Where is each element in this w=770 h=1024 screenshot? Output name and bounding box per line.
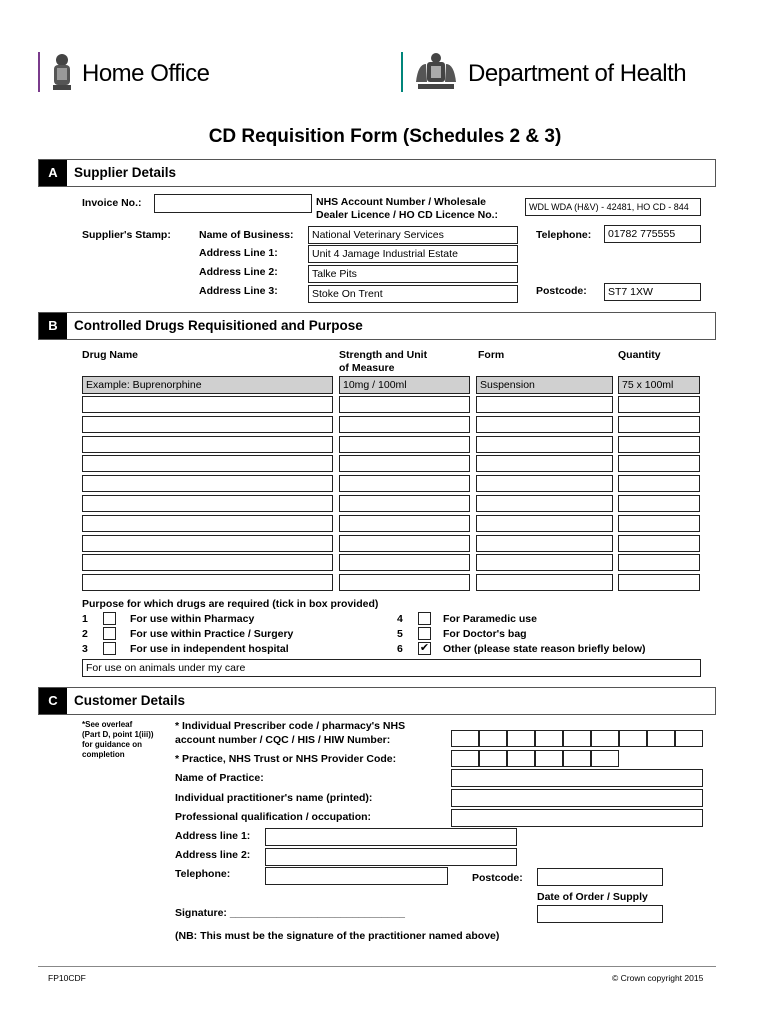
example-quantity-cell: 75 x 100ml [618, 376, 700, 394]
purpose-4-checkbox[interactable] [418, 612, 431, 625]
nhs-account-field[interactable]: WDL WDA (H&V) - 42481, HO CD - 844 [525, 198, 701, 216]
purpose-4-num: 4 [397, 613, 403, 625]
nhs-account-label-1: NHS Account Number / Wholesale [316, 196, 486, 208]
customer-telephone-label: Telephone: [175, 868, 231, 880]
purpose-5-checkbox[interactable] [418, 627, 431, 640]
practice-name-field[interactable] [451, 769, 703, 787]
purpose-2-checkbox[interactable] [103, 627, 116, 640]
section-b-title: Controlled Drugs Requisitioned and Purpose [74, 318, 363, 333]
supplier-address2-label: Address Line 2: [199, 266, 278, 278]
strength-cell[interactable] [339, 396, 470, 413]
prescriber-code-cell[interactable] [479, 730, 507, 747]
col-quantity: Quantity [618, 349, 661, 361]
col-drug-name: Drug Name [82, 349, 139, 361]
purpose-2-num: 2 [82, 628, 88, 640]
strength-cell[interactable] [339, 515, 470, 532]
form-cell[interactable] [476, 475, 613, 492]
home-office-accent-bar [38, 52, 40, 92]
customer-address2-label: Address line 2: [175, 849, 251, 861]
purpose-6-num: 6 [397, 643, 403, 655]
quantity-cell[interactable] [618, 515, 700, 532]
prescriber-code-cell[interactable] [535, 730, 563, 747]
supplier-address3-field[interactable]: Stoke On Trent [308, 285, 518, 303]
drug-cell[interactable] [82, 396, 333, 413]
section-a-title: Supplier Details [74, 165, 177, 180]
form-title: CD Requisition Form (Schedules 2 & 3) [208, 126, 562, 147]
section-c-header [38, 687, 716, 715]
prescriber-code-cell[interactable] [507, 730, 535, 747]
customer-postcode-label: Postcode: [472, 872, 523, 884]
form-cell[interactable] [476, 554, 613, 571]
prescriber-code-cell[interactable] [563, 730, 591, 747]
prescriber-code-cell[interactable] [675, 730, 703, 747]
purpose-3-num: 3 [82, 643, 88, 655]
quantity-cell[interactable] [618, 535, 700, 552]
col-strength-2: of Measure [339, 362, 395, 374]
supplier-address1-field[interactable]: Unit 4 Jamage Industrial Estate [308, 245, 518, 263]
provider-code-cell[interactable] [451, 750, 479, 767]
invoice-label: Invoice No.: [82, 197, 142, 209]
example-strength-cell: 10mg / 100ml [339, 376, 470, 394]
form-cell[interactable] [476, 396, 613, 413]
signature-label: Signature: ______________________________ [175, 907, 406, 919]
purpose-heading: Purpose for which drugs are required (tick in box provided) [82, 598, 379, 610]
form-code: FP10CDF [48, 973, 86, 983]
guidance-note-4: completion [82, 750, 125, 759]
supplier-telephone-label: Telephone: [536, 229, 592, 241]
qualification-label: Professional qualification / occupation: [175, 811, 372, 823]
col-form: Form [478, 349, 505, 361]
purpose-5-label: For Doctor's bag [443, 628, 527, 640]
drug-cell[interactable] [82, 436, 333, 453]
strength-cell[interactable] [339, 455, 470, 472]
drug-cell[interactable] [82, 475, 333, 492]
provider-code-label: * Practice, NHS Trust or NHS Provider Code: [175, 753, 397, 765]
strength-cell[interactable] [339, 495, 470, 512]
signature-note: (NB: This must be the signature of the practitioner named above) [175, 930, 500, 942]
drug-cell[interactable] [82, 515, 333, 532]
drug-cell[interactable] [82, 455, 333, 472]
form-cell[interactable] [476, 574, 613, 591]
customer-address2-field[interactable] [265, 848, 517, 866]
customer-address1-label: Address line 1: [175, 830, 251, 842]
purpose-4-label: For Paramedic use [443, 613, 537, 625]
provider-code-cell[interactable] [591, 750, 619, 767]
section-c-title: Customer Details [74, 693, 186, 708]
example-drug-cell: Example: Buprenorphine [82, 376, 333, 394]
suppliers-stamp-label: Supplier's Stamp: [82, 229, 171, 241]
section-c-letter: C [39, 688, 67, 714]
quantity-cell[interactable] [618, 574, 700, 591]
form-cell[interactable] [476, 436, 613, 453]
date-of-order-field[interactable] [537, 905, 663, 923]
prescriber-code-label-2: account number / CQC / HIS / HIW Number: [175, 734, 391, 746]
customer-postcode-field[interactable] [537, 868, 663, 886]
business-name-label: Name of Business: [199, 229, 294, 241]
guidance-note-2: (Part D, point 1(iii)) [82, 730, 154, 739]
practitioner-name-label: Individual practitioner's name (printed): [175, 792, 373, 804]
home-office-crest-icon [48, 52, 76, 92]
strength-cell[interactable] [339, 436, 470, 453]
provider-code-cell[interactable] [507, 750, 535, 767]
other-reason-field[interactable]: For use on animals under my care [82, 659, 701, 677]
drug-cell[interactable] [82, 495, 333, 512]
purpose-6-checkbox[interactable]: ✔ [419, 642, 430, 654]
strength-cell[interactable] [339, 475, 470, 492]
supplier-address1-label: Address Line 1: [199, 247, 278, 259]
strength-cell[interactable] [339, 574, 470, 591]
purpose-2-label: For use within Practice / Surgery [130, 628, 294, 640]
prescriber-code-cell[interactable] [591, 730, 619, 747]
quantity-cell[interactable] [618, 495, 700, 512]
nhs-account-label-2: Dealer Licence / HO CD Licence No.: [316, 209, 499, 221]
section-b-header [38, 312, 716, 340]
date-of-order-label: Date of Order / Supply [537, 891, 648, 903]
prescriber-code-cell[interactable] [647, 730, 675, 747]
provider-code-cell[interactable] [563, 750, 591, 767]
purpose-6-label: Other (please state reason briefly below) [443, 643, 646, 655]
customer-address1-field[interactable] [265, 828, 517, 846]
drug-cell[interactable] [82, 416, 333, 433]
form-cell[interactable] [476, 535, 613, 552]
practice-name-label: Name of Practice: [175, 772, 264, 784]
royal-coat-of-arms-icon [412, 52, 460, 92]
col-strength-1: Strength and Unit [339, 349, 428, 361]
purpose-3-label: For use in independent hospital [130, 643, 289, 655]
supplier-telephone-field[interactable]: 01782 775555 [604, 225, 701, 243]
guidance-note-1: *See overleaf [82, 720, 133, 729]
quantity-cell[interactable] [618, 554, 700, 571]
purpose-1-num: 1 [82, 613, 88, 625]
copyright: © Crown copyright 2015 [612, 973, 704, 983]
quantity-cell[interactable] [618, 396, 700, 413]
form-cell[interactable] [476, 455, 613, 472]
quantity-cell[interactable] [618, 475, 700, 492]
strength-cell[interactable] [339, 554, 470, 571]
quantity-cell[interactable] [618, 455, 700, 472]
supplier-address3-label: Address Line 3: [199, 285, 278, 297]
form-cell[interactable] [476, 495, 613, 512]
quantity-cell[interactable] [618, 416, 700, 433]
drug-cell[interactable] [82, 574, 333, 591]
footer-rule [38, 966, 716, 967]
form-cell[interactable] [476, 416, 613, 433]
supplier-address2-field[interactable]: Talke Pits [308, 265, 518, 283]
prescriber-code-cell[interactable] [451, 730, 479, 747]
strength-cell[interactable] [339, 535, 470, 552]
drug-cell[interactable] [82, 554, 333, 571]
purpose-1-label: For use within Pharmacy [130, 613, 255, 625]
business-name-field[interactable]: National Veterinary Services [308, 226, 518, 244]
section-a-header [38, 159, 716, 187]
qualification-field[interactable] [451, 809, 703, 827]
practitioner-name-field[interactable] [451, 789, 703, 807]
quantity-cell[interactable] [618, 436, 700, 453]
provider-code-cell[interactable] [535, 750, 563, 767]
supplier-postcode-label: Postcode: [536, 285, 587, 297]
prescriber-code-label-1: * Individual Prescriber code / pharmacy's NHS [175, 720, 406, 732]
purpose-3-checkbox[interactable] [103, 642, 116, 655]
drug-cell[interactable] [82, 535, 333, 552]
invoice-field[interactable] [154, 194, 312, 213]
supplier-postcode-field[interactable]: ST7 1XW [604, 283, 701, 301]
provider-code-cell[interactable] [479, 750, 507, 767]
strength-cell[interactable] [339, 416, 470, 433]
purpose-1-checkbox[interactable] [103, 612, 116, 625]
home-office-logo: Home Office [82, 60, 210, 87]
section-a-letter: A [39, 160, 67, 186]
prescriber-code-cell[interactable] [619, 730, 647, 747]
example-form-cell: Suspension [476, 376, 613, 394]
purpose-5-num: 5 [397, 628, 403, 640]
form-cell[interactable] [476, 515, 613, 532]
customer-telephone-field[interactable] [265, 867, 448, 885]
section-b-letter: B [39, 313, 67, 339]
guidance-note-3: for guidance on [82, 740, 142, 749]
dh-accent-bar [401, 52, 403, 92]
dh-logo: Department of Health [468, 60, 687, 87]
